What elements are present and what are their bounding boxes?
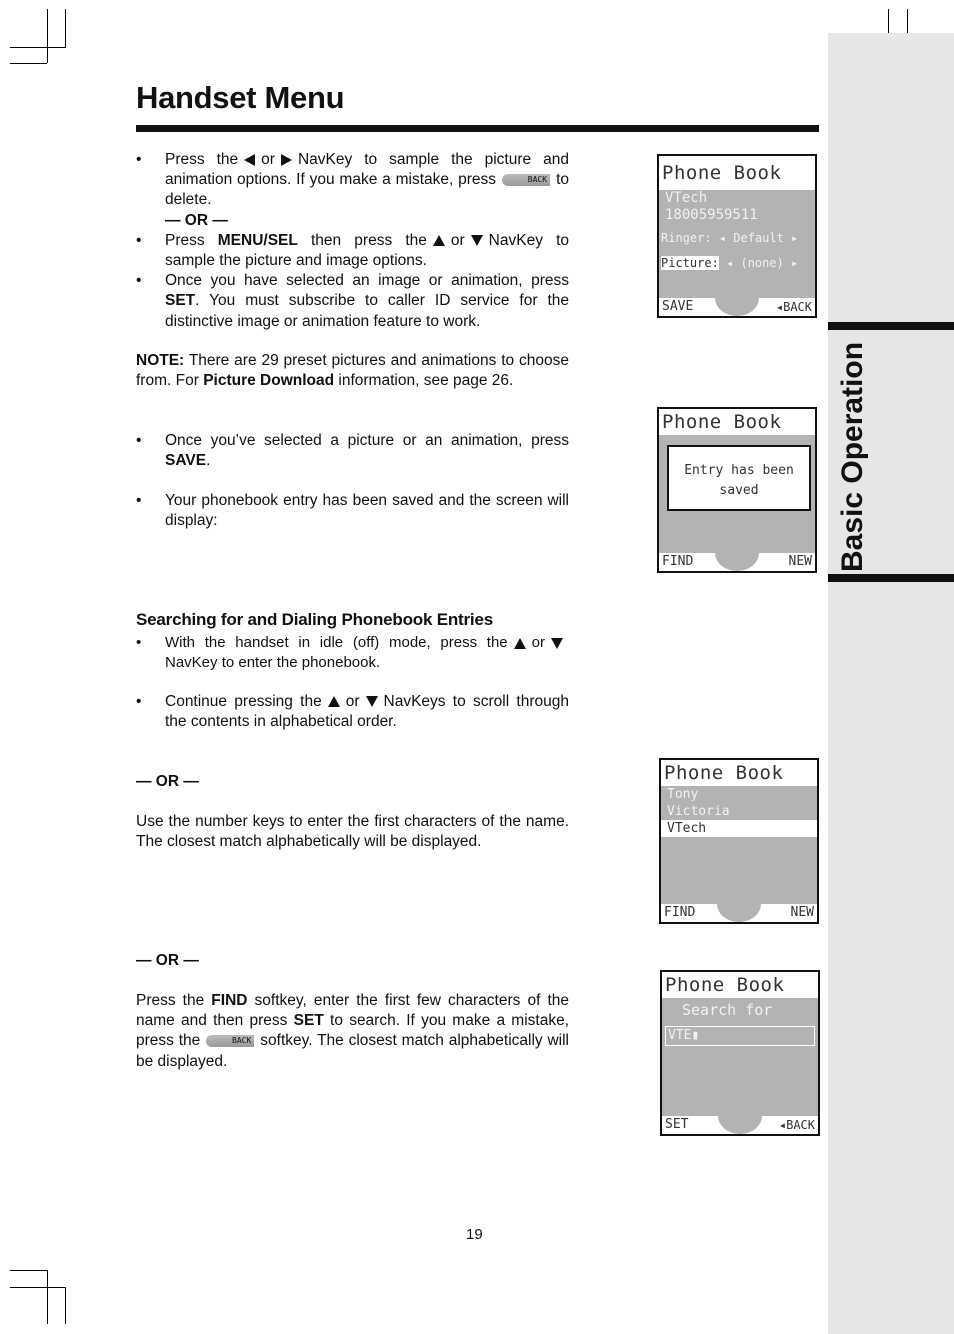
lcd-search-input: VTE▮ (665, 1026, 815, 1046)
instructions-block-2 (136, 431, 569, 471)
back-key-icon: BACK (502, 174, 550, 186)
text: SAVE (165, 452, 207, 470)
text: Once you’ve selected a picture or an animation, press (165, 432, 569, 449)
side-tab-label: Basic Operation (836, 341, 869, 573)
softkey-find: FIND (662, 554, 694, 569)
page-title: Handset Menu (136, 80, 345, 115)
text: to delete. (165, 171, 569, 209)
side-band (828, 33, 954, 1334)
instructions-block-1 (136, 150, 569, 332)
text: or (450, 231, 465, 249)
up-arrow-icon (328, 696, 340, 707)
note-block (136, 351, 569, 391)
up-arrow-icon (433, 235, 445, 246)
crop-mark (10, 1270, 47, 1271)
softkey-divider (718, 1116, 762, 1134)
right-arrow-icon (281, 154, 292, 166)
instructions-block-3 (136, 491, 569, 531)
down-arrow-icon (366, 696, 378, 707)
text: Picture Download (203, 372, 335, 390)
text: to search. If you make a mistake, press the (136, 1012, 570, 1050)
bullet-item (136, 231, 569, 271)
text: NavKeys to scroll through the contents in alphabetical order. (165, 693, 570, 731)
up-arrow-icon (514, 638, 526, 649)
text: Once you have selected an image or animation, press (165, 272, 569, 290)
softkey-set: SET (665, 1117, 689, 1132)
text: With the handset in idle (off) mode, press the (165, 634, 508, 651)
text: Press the (165, 151, 239, 168)
bullet-item (136, 431, 569, 471)
lcd-title: Phone Book (662, 972, 818, 998)
text: SET (165, 292, 196, 310)
text: softkey, enter the first few characters of the name and then press (136, 992, 569, 1030)
softkey-new: NEW (790, 905, 814, 920)
instructions-block-5 (136, 692, 569, 732)
bullet-item (136, 633, 569, 673)
lcd-message-box (667, 445, 811, 511)
lcd-softkeys (659, 553, 815, 571)
section-heading: Searching for and Dialing Phonebook Entries (136, 610, 493, 629)
lcd-message-line: Entry has been (684, 463, 794, 478)
crop-mark (47, 1270, 48, 1324)
text: Press (165, 231, 205, 249)
text: NavKey to sample the picture and animation options. If you make a mistake, press (165, 151, 569, 189)
lcd-message-line: saved (719, 483, 759, 498)
crop-mark (10, 63, 47, 64)
crop-mark (47, 9, 48, 63)
text: . (206, 452, 211, 470)
lcd-title: Phone Book (661, 760, 817, 786)
softkey-new: NEW (788, 554, 812, 569)
softkey-find: FIND (664, 905, 696, 920)
lcd-picture-value: ◂ (none) ▸ (726, 256, 799, 270)
bullet-item (136, 150, 569, 231)
lcd-list-item-selected: VTech (661, 820, 817, 837)
lcd-screen-search (660, 970, 820, 1136)
lcd-title: Phone Book (659, 409, 815, 435)
lcd-ringer: Ringer: ◂ Default ▸ (661, 231, 799, 245)
lcd-name: VTech (665, 190, 708, 206)
bullet-item (136, 271, 569, 332)
crop-mark (10, 47, 66, 48)
lcd-screen-edit-entry (657, 154, 817, 318)
crop-mark (65, 1287, 66, 1324)
text: information, see page 26. (338, 372, 514, 390)
text: or (531, 634, 545, 651)
left-arrow-icon (244, 154, 255, 166)
lcd-title: Phone Book (659, 156, 815, 190)
down-arrow-icon (471, 235, 483, 246)
paragraph: Use the number keys to enter the first characters of the name. The closest match alphabetically will be displayed. (136, 813, 569, 851)
lcd-screen-entry-saved (657, 407, 817, 573)
text: Press the (136, 992, 205, 1009)
text: softkey. The closest match alphabetically will be displayed. (136, 1032, 569, 1070)
text: There are 29 preset pictures and animations to choose from. For (136, 352, 569, 390)
lcd-softkeys (659, 298, 815, 316)
crop-mark (10, 1287, 66, 1288)
lcd-search-prompt: Search for (682, 1001, 773, 1019)
text: or (345, 693, 360, 710)
softkey-back: ◂BACK (778, 1118, 815, 1132)
text: then press the (311, 231, 427, 249)
text: or (261, 151, 275, 168)
or-separator: — OR — (136, 952, 199, 969)
note-label: NOTE: (136, 352, 185, 369)
or-separator: — OR — (165, 211, 228, 229)
title-rule (136, 125, 819, 132)
softkey-divider (715, 553, 759, 571)
softkey-divider (715, 298, 759, 316)
text: MENU/SEL (217, 231, 298, 249)
instructions-block-4 (136, 633, 569, 673)
lcd-list-item: Victoria (667, 804, 730, 819)
down-arrow-icon (551, 638, 563, 649)
lcd-softkeys (661, 904, 817, 922)
back-key-icon: BACK (206, 1035, 254, 1047)
text: SET (293, 1012, 324, 1030)
softkey-back: ◂BACK (775, 300, 812, 314)
lcd-number: 18005959511 (665, 207, 758, 223)
text: NavKey to enter the phonebook. (165, 654, 381, 672)
bullet-item: • Your phonebook entry has been saved and the screen will display: (136, 491, 569, 531)
lcd-softkeys (662, 1116, 818, 1134)
page-number: 19 (466, 1226, 483, 1243)
paragraph (136, 991, 569, 1072)
lcd-picture-label: Picture: (661, 256, 719, 270)
softkey-divider (717, 904, 761, 922)
softkey-save: SAVE (662, 299, 694, 314)
lcd-list-item: Tony (667, 787, 699, 802)
crop-mark (65, 9, 66, 47)
lcd-screen-phonebook-list (659, 758, 819, 924)
text: Continue pressing the (165, 693, 322, 710)
text: NavKey to sample the picture and image options. (165, 231, 569, 270)
text: . You must subscribe to caller ID service for the distinctive image or animation feature to work. (165, 292, 569, 330)
bullet-item (136, 692, 569, 732)
lcd-picture-row (659, 255, 815, 272)
text: FIND (211, 992, 248, 1009)
or-separator: — OR — (136, 773, 199, 790)
